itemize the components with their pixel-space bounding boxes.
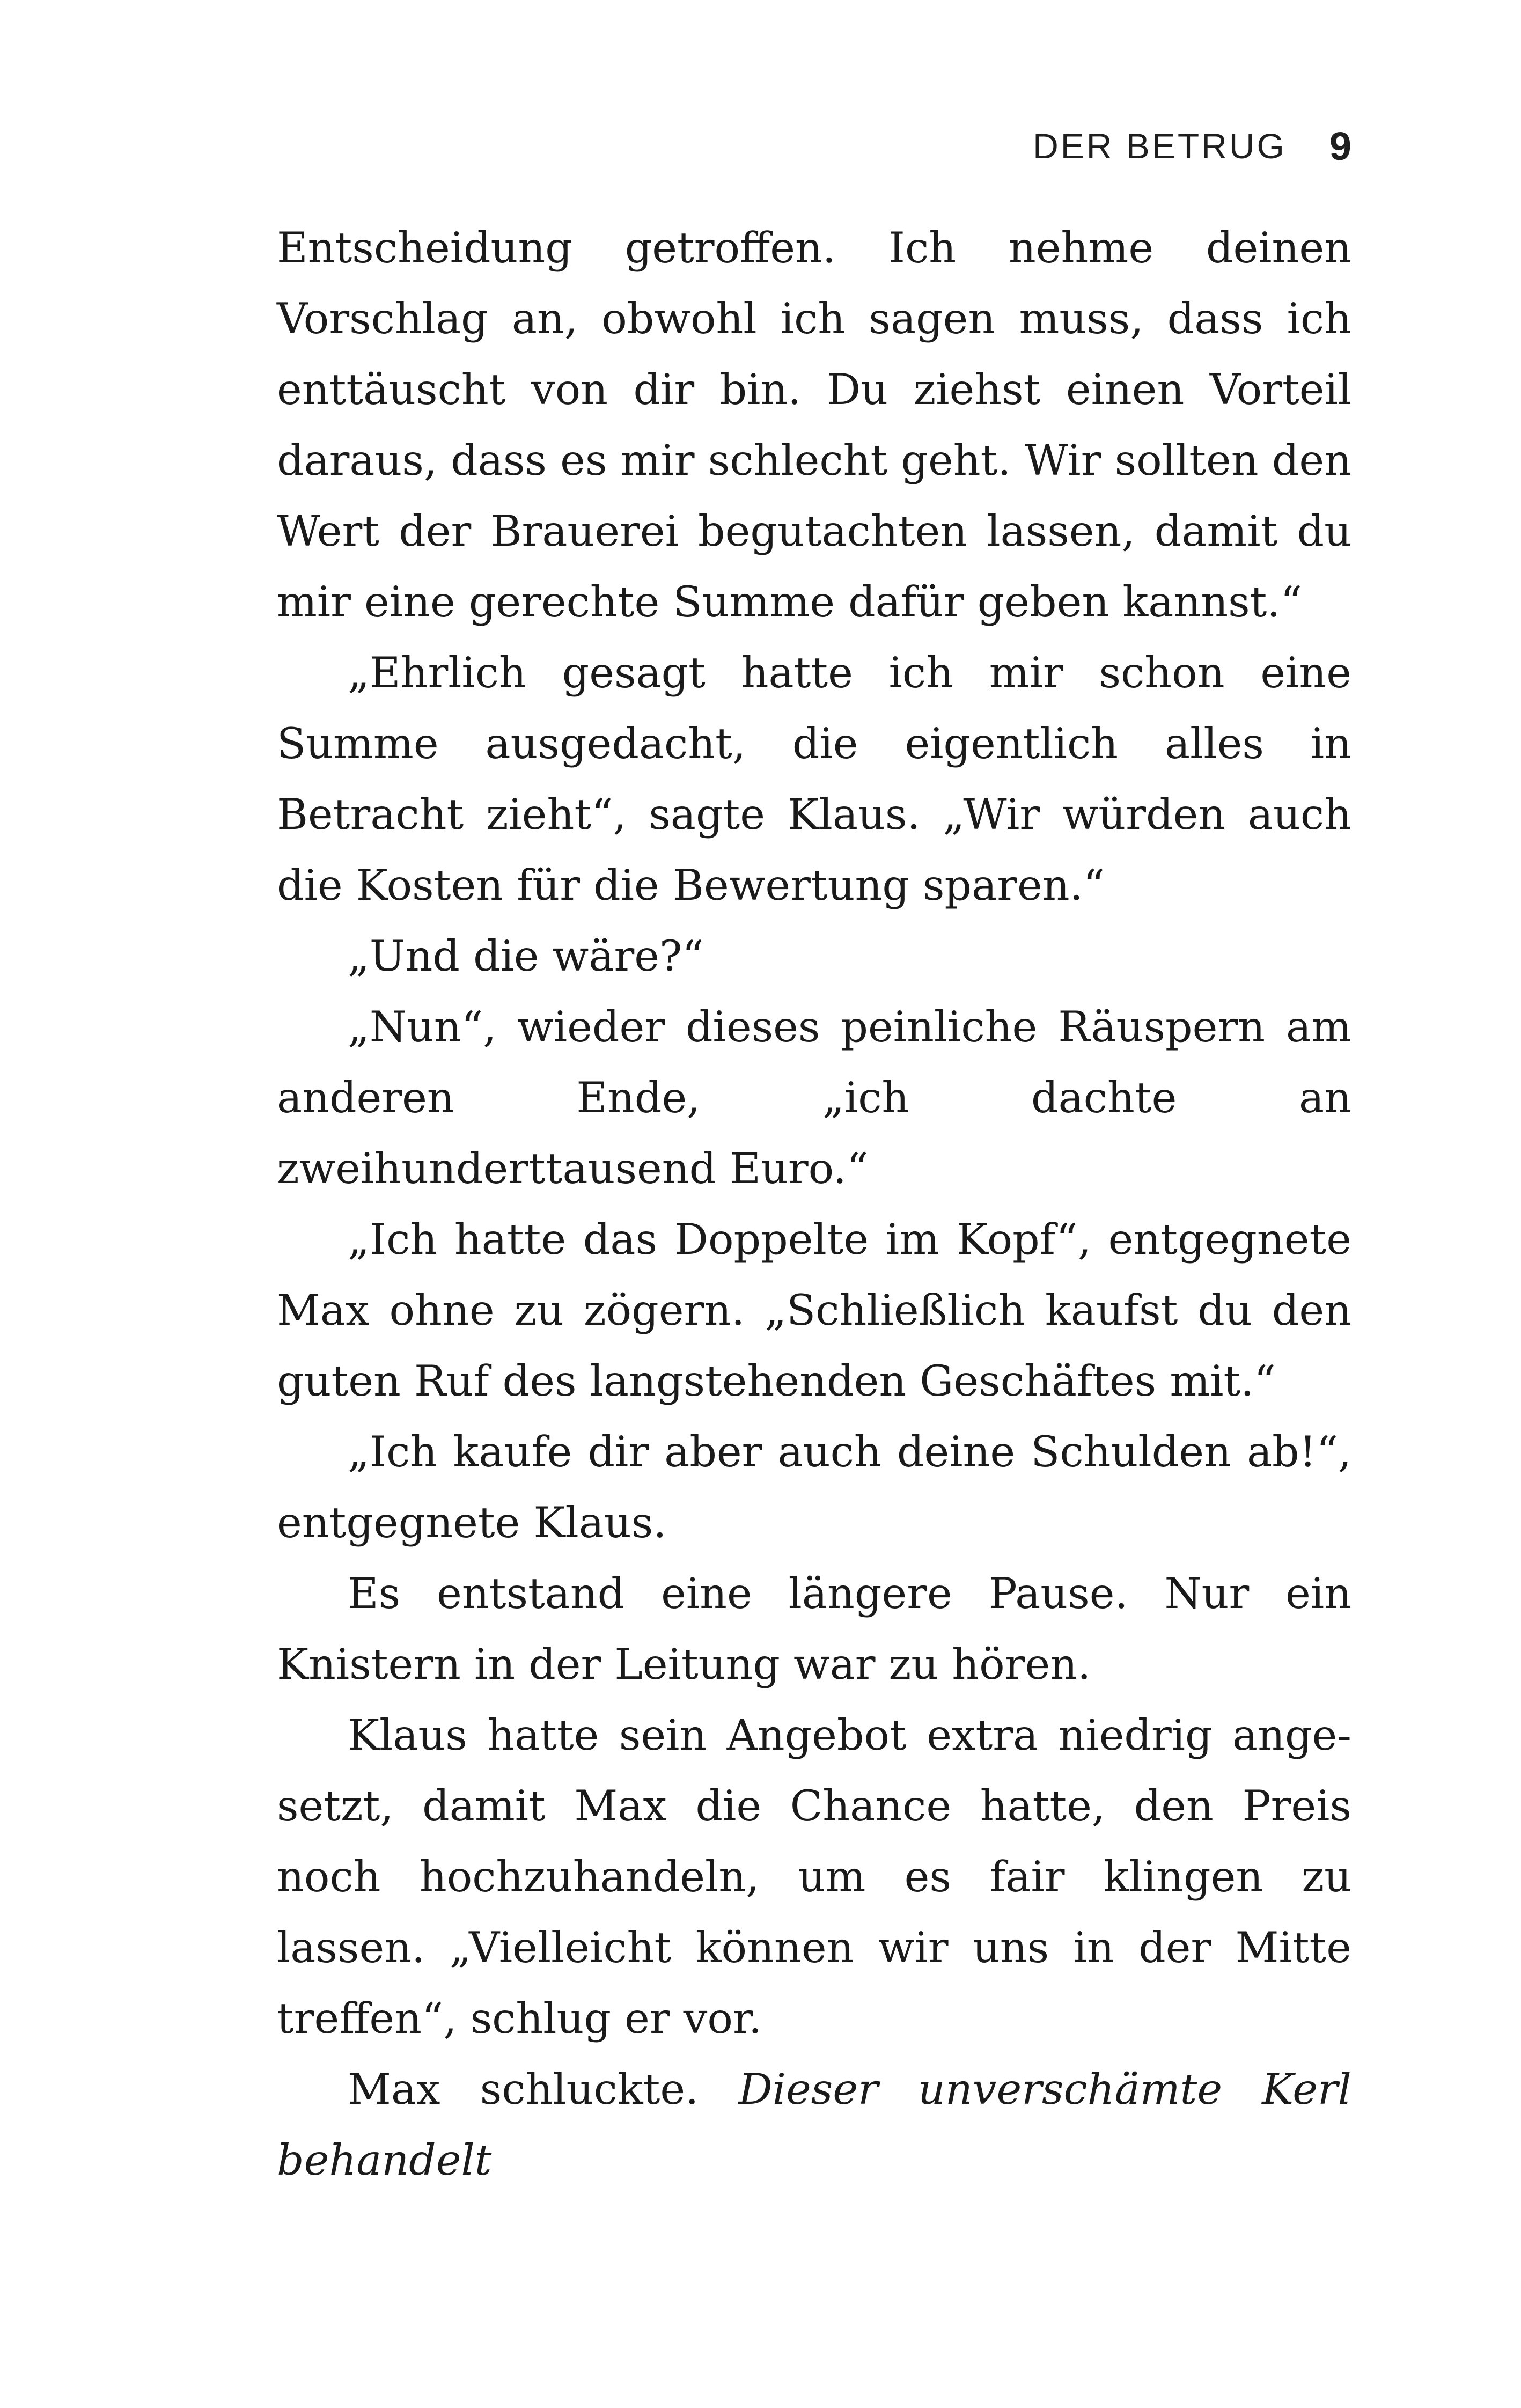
page-number: 9 <box>1329 123 1351 168</box>
chapter-title: DER BETRUG <box>1033 126 1287 166</box>
paragraph: Es entstand eine längere Pause. Nur ein Knistern in der Leitung war zu hören. <box>277 1569 1351 1689</box>
paragraph: „Und die wäre?“ <box>348 931 704 981</box>
paragraph: „Ich kaufe dir aber auch deine Schulden ab!“, entgegnete Klaus. <box>277 1427 1351 1547</box>
paragraph: „Nun“, wieder dieses peinliche Räuspern am anderen Ende, „ich dachte an zweihunderttausend Euro.“ <box>277 1002 1351 1193</box>
running-head <box>1033 124 1351 167</box>
paragraph: Klaus hatte sein Angebot extra niedrig angesetzt, damit Max die Chance hatte, den Preis noch hochzuhandeln, um es fair klingen zu lassen. „Vielleicht können wir uns in der Mitte treffen“, schlug er vor. <box>277 1710 1351 2043</box>
paragraph: „Ich hatte das Doppelte im Kopf“, entgegnete Max ohne zu zögern. „Schließlich kaufst du den guten Ruf des langstehenden Geschäftes mit.“ <box>277 1215 1351 1406</box>
paragraph <box>277 2054 1351 2196</box>
paragraph: Entscheidung getroffen. Ich nehme deinen Vorschlag an, obwohl ich sagen muss, dass ich enttäuscht von dir bin. Du ziehst einen Vorteil daraus, dass es mir schlecht geht. Wir sollten den Wert der Brauerei begutachten lassen, damit du mir eine gerechte Summe dafür geben kannst.“ <box>277 223 1351 627</box>
paragraph-roman-text: Max schluckte. <box>348 2065 739 2114</box>
paragraph: „Ehrlich gesagt hatte ich mir schon eine Summe ausgedacht, die eigentlich alles in Betracht zieht“, sagte Klaus. „Wir würden auch die Kosten für die Bewertung sparen.“ <box>277 648 1351 910</box>
paragraph-italic-text: Dieser unverschämte Kerl behandelt <box>277 2065 1351 2185</box>
body-text <box>277 212 1351 2196</box>
